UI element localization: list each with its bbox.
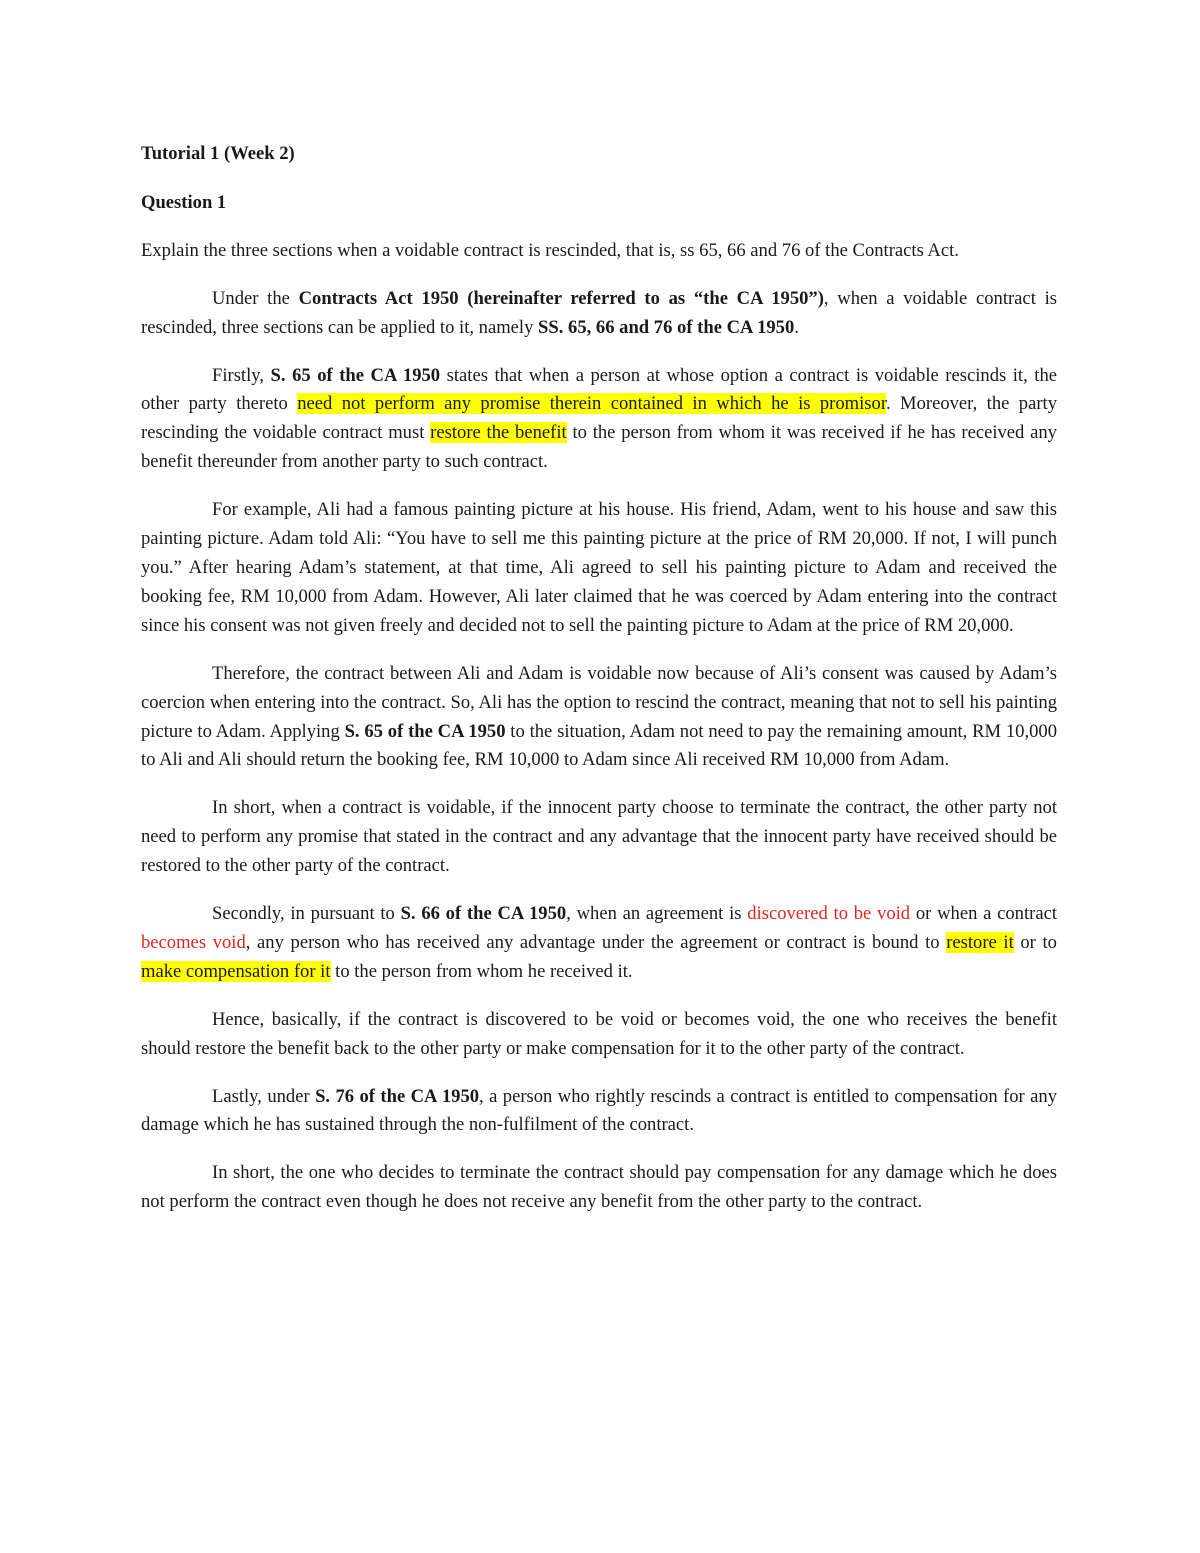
question-heading: Question 1: [141, 191, 227, 213]
paragraph-application: Therefore, the contract between Ali and Adam is voidable now because of Ali’s consent was caused by Adam’s coercion when entering into the contract. So, Ali has the option to rescind the contract, meaning that not to sell his painting picture to Adam. Applying S. 65 of the CA 1950 to the situation, Adam not need to pay the remaining amount, RM 10,000 to Ali and Ali should return the booking fee, RM 10,000 to Adam since Ali received RM 10,000 from Adam.: [141, 662, 1057, 771]
s66-bold: S. 66 of the CA 1950: [400, 903, 567, 925]
paragraph-summary-s66: Hence, basically, if the contract is discovered to be void or becomes void, the one who receives the benefit should restore the benefit back to the other party or make compensation for it to the other party of the contract.: [141, 1008, 1057, 1059]
red-becomes-void: becomes void: [141, 931, 246, 953]
paragraph-s66: Secondly, in pursuant to S. 66 of the CA 1950, when an agreement is discovered to be void or when a contract becomes void, any person who has received any advantage under the agreement or contract is bound to restore it or to make compensation for it to the person from whom he received it.: [141, 903, 1057, 982]
highlight-need-not-perform: need not perform any promise therein contained in which he is promisor: [297, 393, 886, 415]
paragraph-s76: Lastly, under S. 76 of the CA 1950, a person who rightly rescinds a contract is entitled to compensation for any damage which he has sustained through the non-fulfilment of the contract.: [141, 1085, 1057, 1136]
red-discovered-void: discovered to be void: [747, 903, 911, 925]
highlight-make-compensation: make compensation for it: [141, 960, 331, 982]
sections-bold: SS. 65, 66 and 76 of the CA 1950: [538, 316, 795, 338]
question-text: Explain the three sections when a voidable contract is rescinded, that is, ss 65, 66 and 76 of the Contracts Act.: [141, 239, 959, 261]
paragraph-intro: Under the Contracts Act 1950 (hereinafter referred to as “the CA 1950”), when a voidable contract is rescinded, three sections can be applied to it, namely SS. 65, 66 and 76 of the CA 1950.: [141, 287, 1057, 338]
paragraph-example: For example, Ali had a famous painting picture at his house. His friend, Adam, went to his house and saw this painting picture. Adam told Ali: “You have to sell me this painting picture at the price of RM 20,000. If not, I will punch you.” After hearing Adam’s statement, at that time, Ali agreed to sell his painting picture to Adam and received the booking fee, RM 10,000 from Adam. However, Ali later claimed that he was coerced by Adam entering into the contract since his consent was not given freely and decided not to sell the painting picture to Adam at the price of RM 20,000.: [141, 499, 1057, 636]
s65-bold-2: S. 65 of the CA 1950: [344, 720, 506, 742]
paragraph-summary-s76: In short, the one who decides to terminate the contract should pay compensation for any damage which he does not perform the contract even though he does not receive any benefit from the other party to the contract.: [141, 1162, 1057, 1213]
highlight-restore-benefit: restore the benefit: [430, 422, 567, 444]
s65-bold: S. 65 of the CA 1950: [270, 364, 441, 386]
highlight-restore-it: restore it: [946, 931, 1014, 953]
act-name-bold: Contracts Act 1950 (hereinafter referred to as “the CA 1950”): [298, 287, 824, 309]
s76-bold: S. 76 of the CA 1950: [315, 1085, 480, 1107]
document-title: Tutorial 1 (Week 2): [141, 143, 295, 164]
paragraph-s65: Firstly, S. 65 of the CA 1950 states that when a person at whose option a contract is voidable rescinds it, the other party thereto need not perform any promise therein contained in which he is promisor. Moreover, the party rescinding the voidable contract must restore the benefit to the person from whom it was received if he has received any benefit thereunder from another party to such contract.: [141, 364, 1057, 473]
document-page: [141, 140, 1057, 1236]
paragraph-summary-s65: In short, when a contract is voidable, if the innocent party choose to terminate the contract, the other party not need to perform any promise that stated in the contract and any advantage that the innocent party have received should be restored to the other party of the contract.: [141, 797, 1057, 877]
